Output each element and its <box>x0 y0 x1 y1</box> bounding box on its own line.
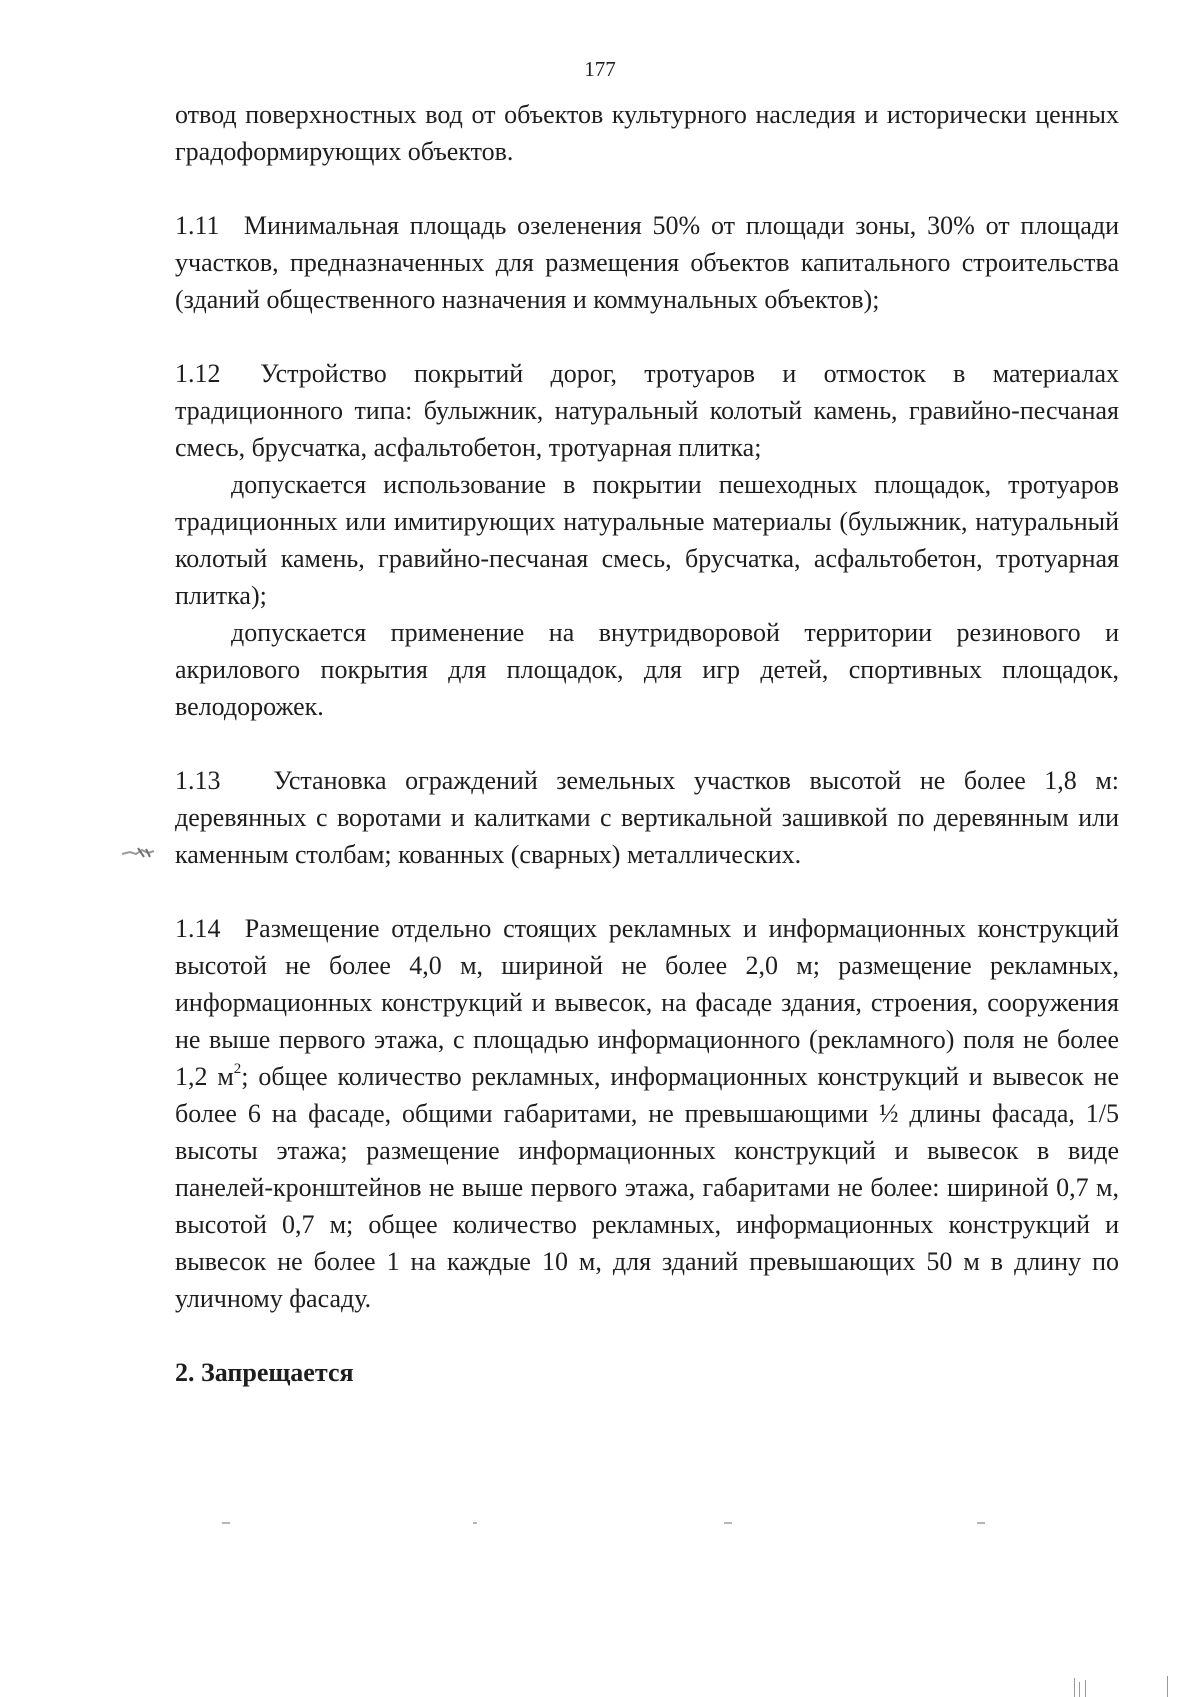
item-1-12 <box>175 355 1119 466</box>
item-number: 1.13 <box>175 766 221 795</box>
document-body <box>175 96 1119 1391</box>
paragraph-gap <box>175 170 1119 207</box>
item-1-11 <box>175 207 1119 318</box>
scan-edge-line-1 <box>1074 1678 1075 1697</box>
scan-dot-3 <box>724 1522 732 1524</box>
scan-dot-2 <box>473 1522 477 1524</box>
page-number: 177 <box>584 57 616 81</box>
item-text-before-superscript: Размещение отдельно стоящих рекламных и информационных конструкций высотой не более 4,0 м, шириной не более 2,0 м; размещение рекламных, информационных конструкций и вывесок, на фасаде здания, строения, сооружения не выше первого этажа, с площадью информационного (рекламного) поля не более 1,2 м <box>175 914 1120 1091</box>
section-heading: 2. Запрещается <box>175 1358 354 1387</box>
paragraph-gap <box>175 873 1119 910</box>
scan-edge-line-3 <box>1085 1680 1086 1697</box>
item-1-12-paragraph-3: допускается применение на внутридворовой территории резинового и акрилового покрытия для площадок, для игр детей, спортивных площадок, велодорожек. <box>175 618 1119 721</box>
item-1-13 <box>175 762 1119 873</box>
scan-edge-line-4 <box>1167 1676 1168 1697</box>
item-1-12-paragraph-2: допускается использование в покрытии пешеходных площадок, тротуаров традиционных или имитирующих натуральные материалы (булыжник, натуральный колотый камень, гравийно-песчаная смесь, брусчатка, асфальтобетон, тротуарная плитка); <box>175 470 1119 610</box>
item-text-after-superscript: ; общее количество рекламных, информационных конструкций и вывесок не более 6 на фасаде, общими габаритами, не превышающими ½ длины фасада, 1/5 высоты этажа; размещение информационных конструкций и вывесок в виде панелей-кронштейнов не выше первого этажа, габаритами не более: шириной 0,7 м, высотой 0,7 м; общее количество рекламных, информационных конструкций и вывесок не более 1 на каждые 10 м, для зданий превышающих 50 м в длину по уличному фасаду. <box>175 1062 1119 1313</box>
scan-dot-1 <box>222 1522 230 1524</box>
item-text: Установка ограждений земельных участков высотой не более 1,8 м: деревянных с воротами и калитками с вертикальной зашивкой по деревянным или каменным столбам; кованных (сварных) металлических. <box>175 766 1120 869</box>
item-text: Минимальная площадь озеленения 50% от площади зоны, 30% от площади участков, предназначенных для размещения объектов капитального строительства (зданий общественного назначения и коммунальных объектов); <box>175 211 1120 314</box>
item-1-14 <box>175 910 1119 1317</box>
item-number: 1.14 <box>175 914 221 943</box>
paragraph-gap <box>175 318 1119 355</box>
item-text: Устройство покрытий дорог, тротуаров и отмосток в материалах традиционного типа: булыжник, натуральный колотый камень, гравийно-песчаная смесь, брусчатка, асфальтобетон, тротуарная плитка; <box>175 359 1119 462</box>
intro-paragraph: отвод поверхностных вод от объектов культурного наследия и исторически ценных градоформирующих объектов. <box>175 100 1119 166</box>
scan-smudge-mark <box>120 845 156 861</box>
item-number: 1.12 <box>175 359 221 388</box>
paragraph-gap <box>175 725 1119 762</box>
scan-edge-line-2 <box>1079 1682 1080 1697</box>
item-number: 1.11 <box>175 211 220 240</box>
scan-dot-4 <box>977 1522 985 1524</box>
area-superscript: 2 <box>233 1061 242 1077</box>
